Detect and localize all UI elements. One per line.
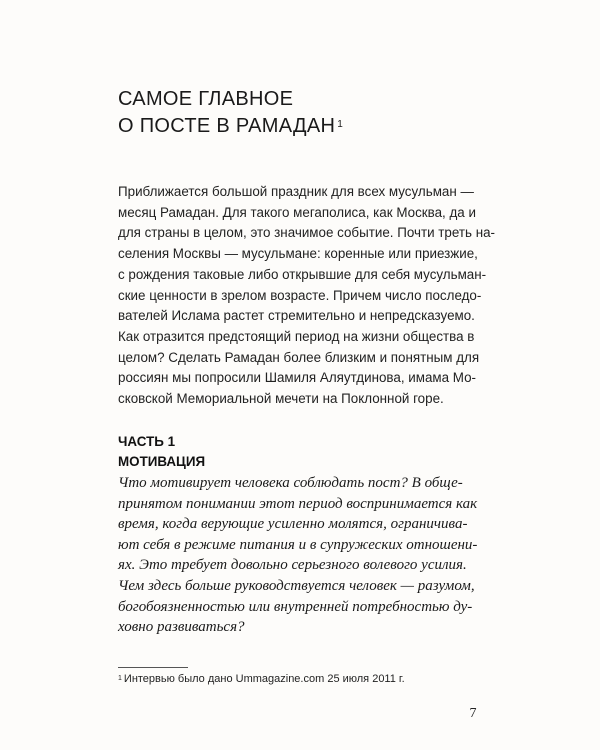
- page-title: [118, 86, 498, 140]
- question-line: время, когда верующие усиленно молятся, ограничива-: [118, 516, 468, 533]
- footnote-text: Интервью было дано Ummagazine.com 25 июля 2011 г.: [123, 673, 405, 685]
- intro-line: вателей Ислама растет стремительно и непредсказуемо.: [118, 308, 475, 324]
- intro-line: целом? Сделать Рамадан более близким и понятным для: [118, 349, 480, 365]
- interview-question: [118, 473, 510, 638]
- title-line-2-text: О ПОСТЕ В РАМАДАН: [118, 115, 336, 137]
- intro-line: Приближается большой праздник для всех мусульман —: [118, 184, 474, 199]
- question-line: принятом понимании этот период воспринимается как: [118, 495, 478, 512]
- intro-line: сковской Мемориальной мечети на Поклонной горе.: [118, 391, 444, 407]
- intro-line: ские ценности в зрелом возрасте. Причем число последо-: [118, 287, 482, 303]
- intro-line: месяц Рамадан. Для такого мегаполиса, как Москва, да и: [118, 204, 476, 220]
- intro-paragraph: [118, 182, 508, 410]
- page-number: 7: [469, 706, 477, 721]
- footnote-marker: 1: [118, 675, 122, 682]
- question-line: ют себя в режиме питания и в супружеских отношени-: [118, 536, 478, 553]
- question-line: ховно развиваться?: [118, 619, 245, 636]
- title-footnote-marker: 1: [337, 119, 344, 130]
- section-heading: [118, 432, 508, 472]
- footnote-divider: [118, 667, 188, 668]
- intro-line: с рождения таковые либо открывшие для себя мусульман-: [118, 266, 487, 282]
- question-line: ях. Это требует довольно серьезного волевого усилия.: [118, 557, 467, 574]
- intro-line: россиян мы попросили Шамиля Аляутдинова, имама Мо-: [118, 370, 476, 386]
- question-line: богобоязненностью или внутренней потребностью ду-: [118, 598, 473, 615]
- footnote: [118, 672, 518, 686]
- question-line: Что мотивирует человека соблюдать пост? В обще-: [118, 475, 463, 491]
- question-line: Чем здесь больше руководствуется человек — разумом,: [118, 577, 475, 594]
- intro-line: селения Москвы — мусульмане: коренные или приезжие,: [118, 246, 478, 262]
- intro-line: для страны в целом, это значимое событие. Почти треть на-: [118, 225, 496, 241]
- section-title: МОТИВАЦИЯ: [118, 454, 206, 469]
- title-line-1: САМОЕ ГЛАВНОЕ: [118, 88, 294, 110]
- section-part-label: ЧАСТЬ 1: [118, 434, 176, 449]
- intro-line: Как отразится предстоящий период на жизни общества в: [118, 328, 475, 344]
- title-line-2: [118, 113, 498, 140]
